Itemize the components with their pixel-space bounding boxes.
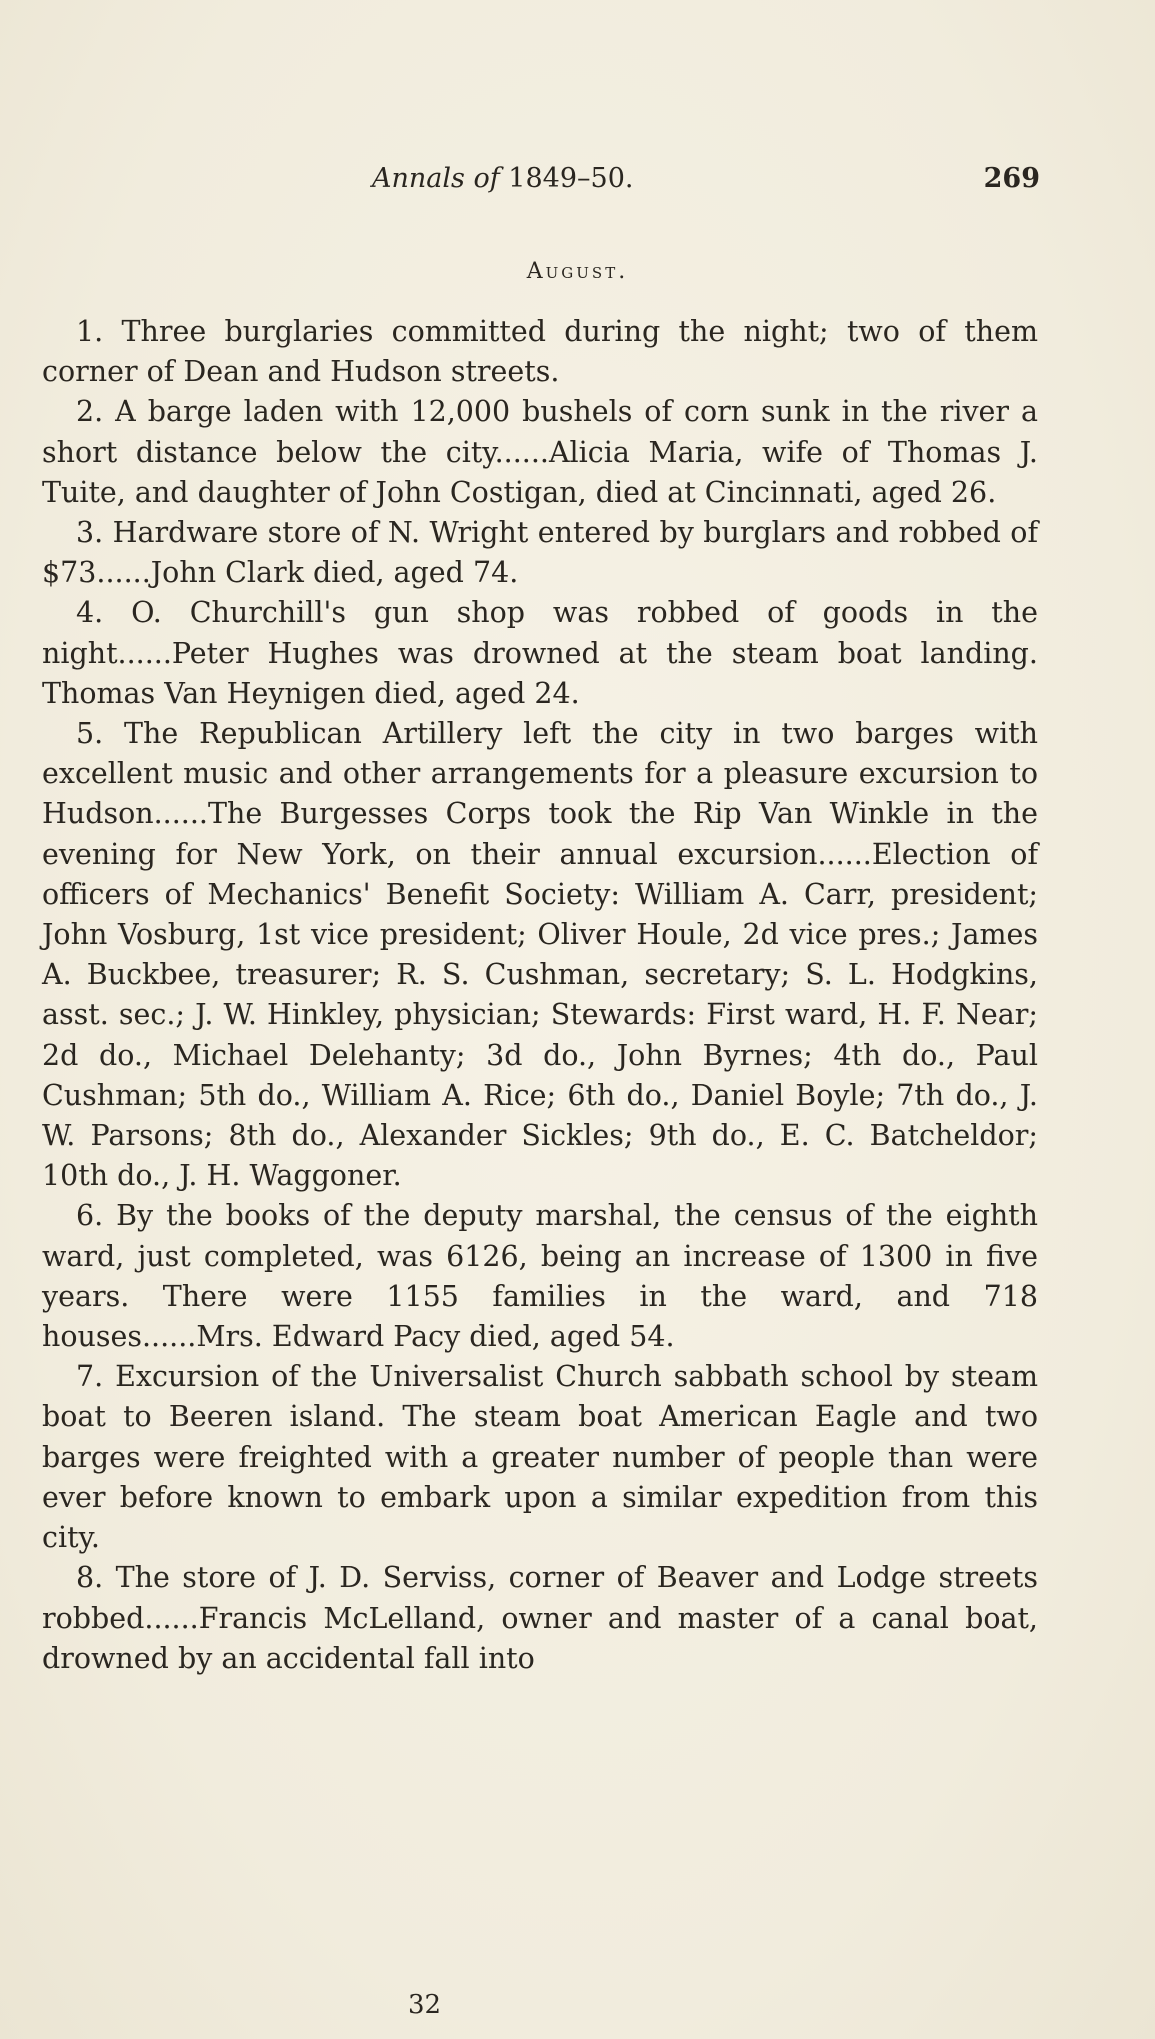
month-heading: August.: [526, 259, 629, 284]
entry-day-3: 3. Hardware store of N. Wright entered by burglars and robbed of $73......John Clark died, aged 74.: [42, 516, 1038, 590]
entry-day-7: 7. Excursion of the Universalist Church sabbath school by steam boat to Beeren island. The steam boat American Eagle and two barges were freighted with a greater number of people than were ever before known to embark upon a similar expedition from this city.: [42, 1360, 1038, 1555]
running-header: [372, 163, 1040, 207]
signature-mark: 32: [408, 1990, 442, 2020]
entry-day-4: 4. O. Churchill's gun shop was robbed of goods in the night......Peter Hughes was drowned at the steam boat landing. Thomas Van Heynigen died, aged 24.: [42, 596, 1038, 710]
entry-day-6: 6. By the books of the deputy marshal, the census of the eighth ward, just completed, was 6126, being an increase of 1300 in five years. There were 1155 families in the ward, and 718 houses......Mrs. Edward Pacy died, aged 54.: [42, 1199, 1038, 1354]
running-title-italic: Annals of: [372, 163, 500, 194]
annals-entries: [42, 312, 1038, 1679]
page-number: 269: [983, 163, 1040, 194]
entry-day-8: 8. The store of J. D. Serviss, corner of Beaver and Lodge streets robbed......Francis McLelland, owner and master of a canal boat, drowned by an accidental fall into: [42, 1561, 1038, 1675]
entry-day-1: 1. Three burglaries committed during the night; two of them corner of Dean and Hudson streets.: [42, 315, 1038, 389]
entry-day-2: 2. A barge laden with 12,000 bushels of corn sunk in the river a short distance below the city......Alicia Maria, wife of Thomas J. Tuite, and daughter of John Costigan, died at Cincinnati, aged 26.: [42, 395, 1038, 509]
entry-day-5: 5. The Republican Artillery left the city in two barges with excellent music and other arrangements for a pleasure excursion to Hudson......The Burgesses Corps took the Rip Van Winkle in the evening for New York, on their annual excursion......Election of officers of Mechanics' Benefit Society: William A. Carr, president; John Vosburg, 1st vice president; Oliver Houle, 2d vice pres.; James A. Buckbee, treasurer; R. S. Cushman, secretary; S. L. Hodgkins, asst. sec.; J. W. Hinkley, physician; Stewards: First ward, H. F. Near; 2d do., Michael Delehanty; 3d do., John Byrnes; 4th do., Paul Cushman; 5th do., William A. Rice; 6th do., Daniel Boyle; 7th do., J. W. Parsons; 8th do., Alexander Sickles; 9th do., E. C. Batcheldor; 10th do., J. H. Waggoner.: [42, 717, 1038, 1193]
running-title-years: 1849–50.: [508, 163, 634, 194]
running-title: [372, 163, 633, 194]
